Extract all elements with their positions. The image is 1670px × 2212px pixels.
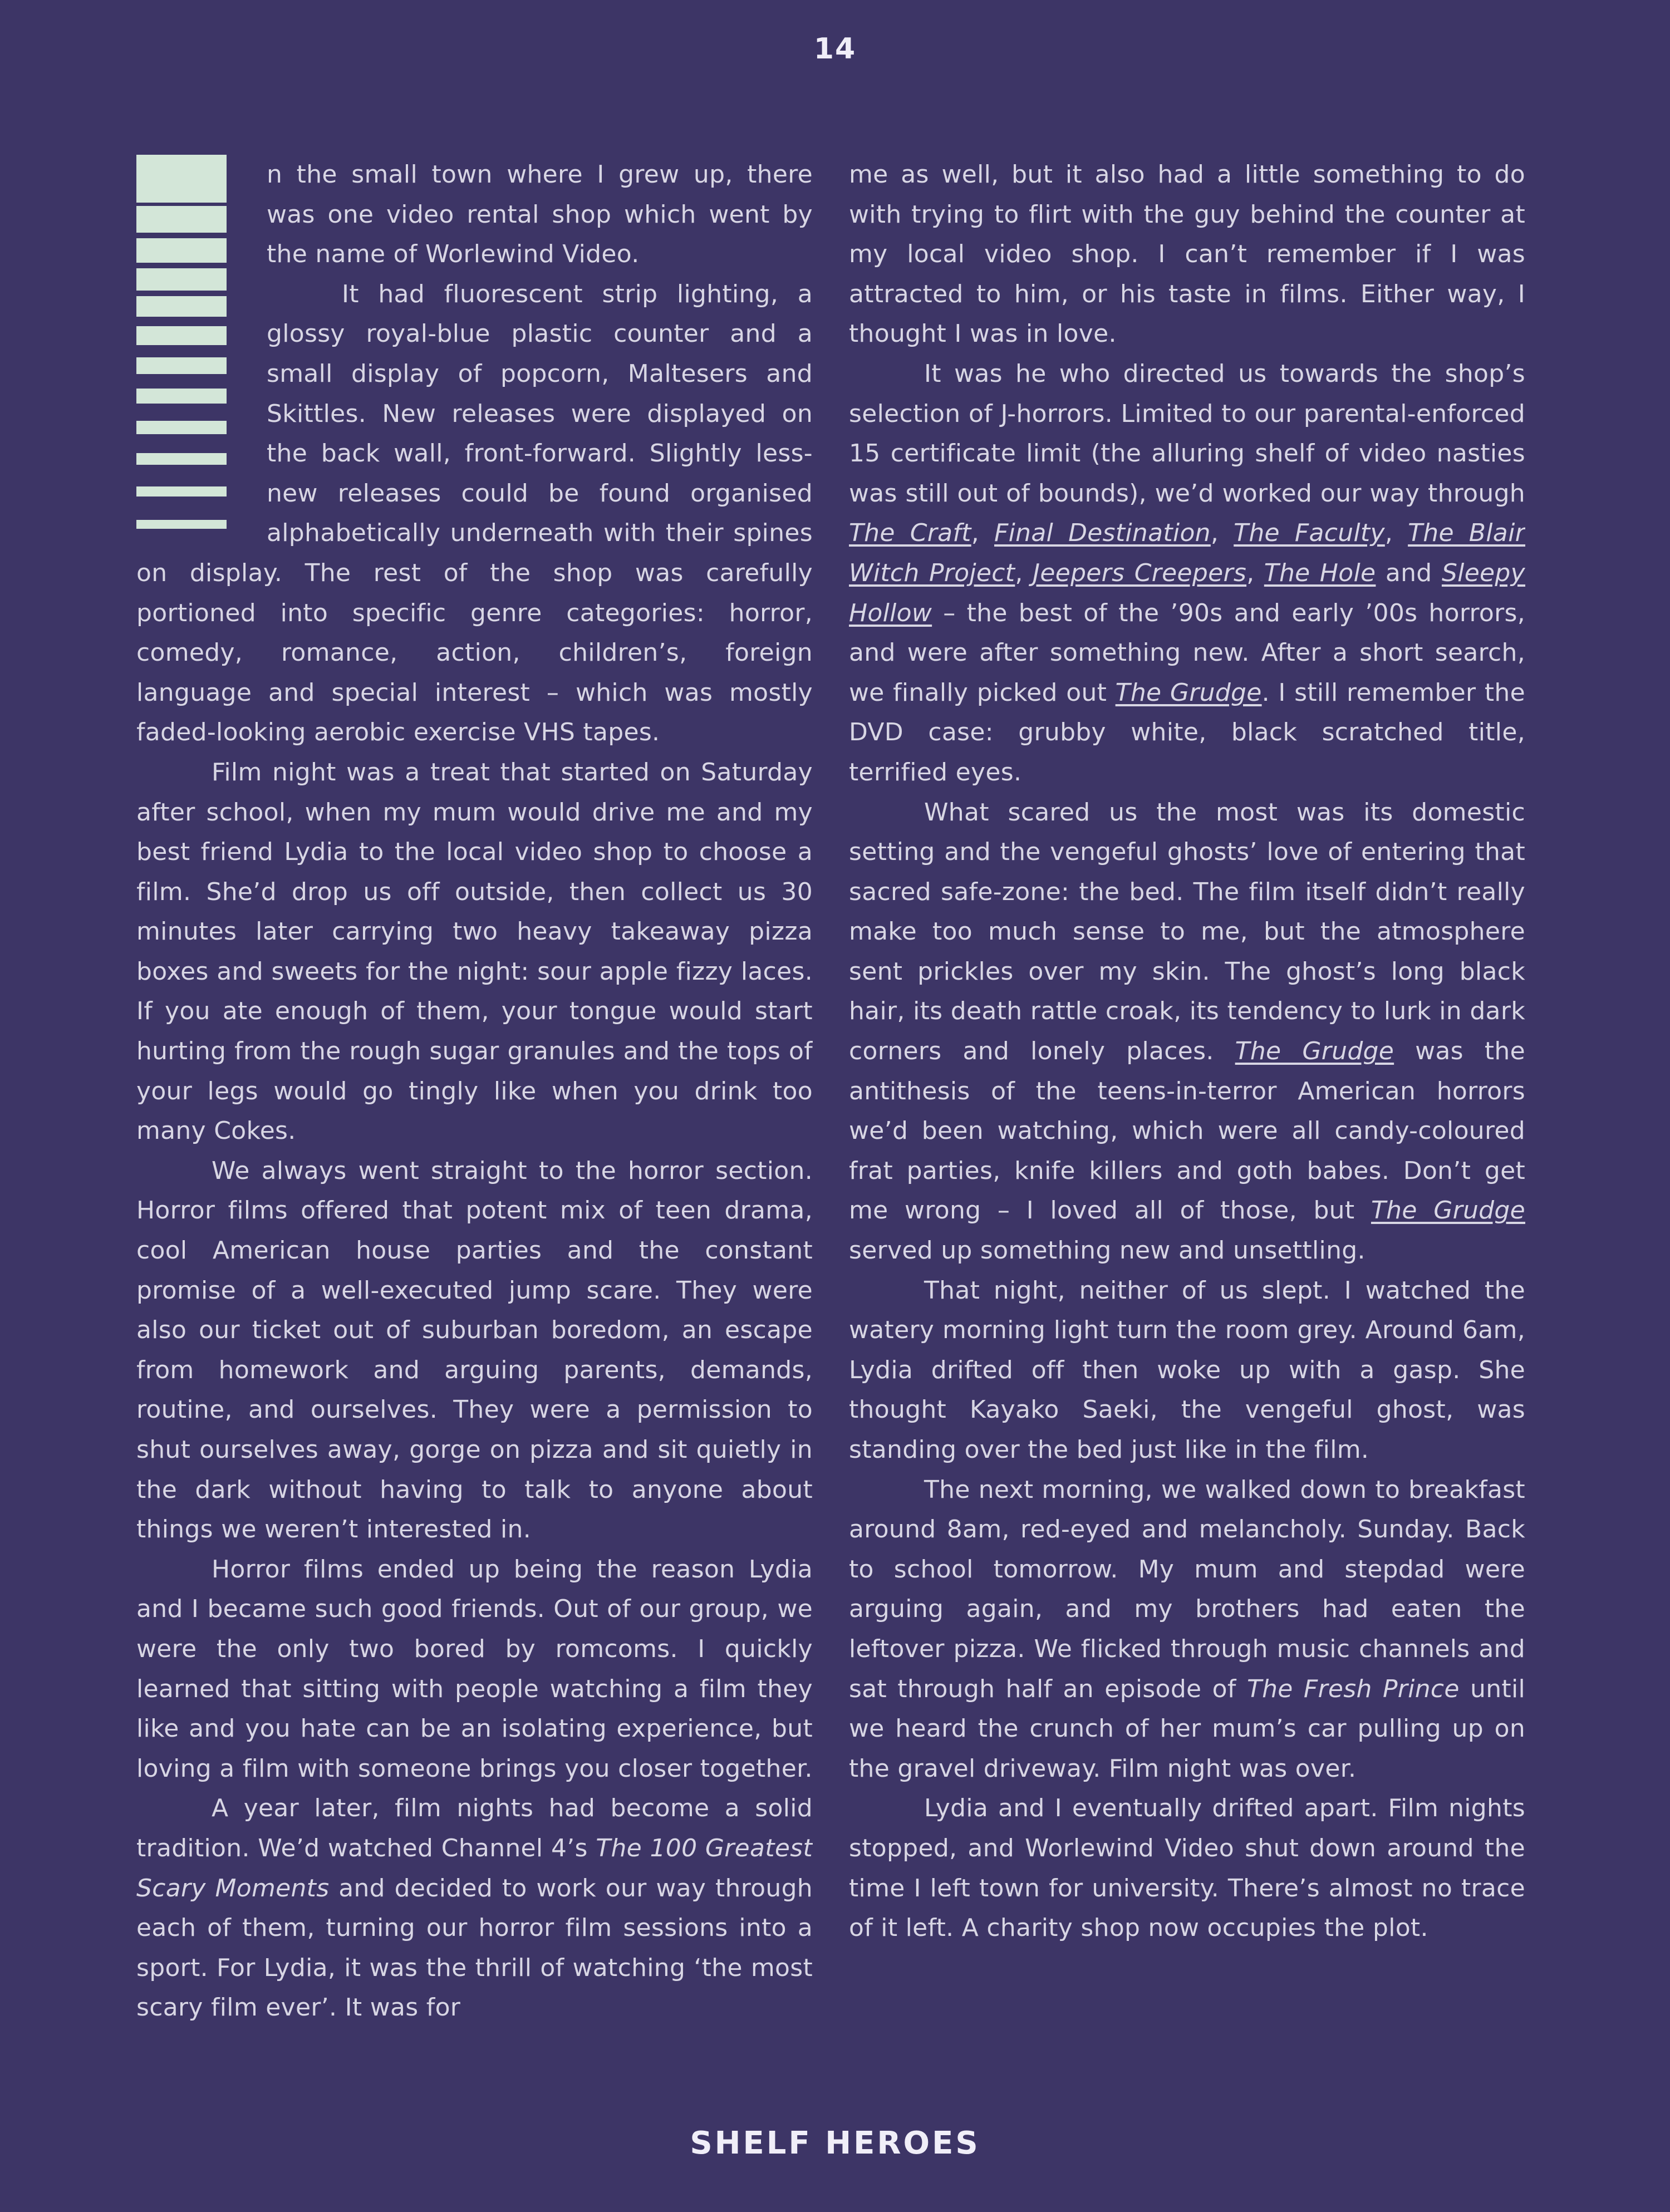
magazine-footer-title: SHELF HEROES [690,2125,980,2161]
paragraph: It had fluorescent strip lighting, a glossy royal-blue plastic counter and a small display of popcorn, Maltesers and Skittles. New releases were displayed on the back wall, front-forward. Slightly less-new releases could be found organised alphabetically underneath with their spines on display. The rest of the shop was carefully portioned into specific genre categories: horror, comedy, romance, action, children’s, foreign language and special interest – which was mostly faded-looking aerobic exercise VHS tapes. [136,279,813,747]
film-title: The Hole [1264,558,1376,587]
film-title: The Faculty [1234,519,1385,548]
film-title: The Grudge [1235,1037,1394,1066]
paragraph: The next morning, we walked down to breakfast around 8am, red-eyed and melancholy. Sunday. Back to school tomorrow. My mum and stepdad were arguing again, and my brothers had eaten the leftover pizza. We flicked through music channels and sat through half an episode of The Fresh Prince until we heard the crunch of her mum’s car pulling up on the gravel driveway. Film night was over. [849,1475,1525,1783]
paragraph: What scared us the most was its domestic setting and the vengeful ghosts’ love of entering that sacred safe-zone: the bed. The film itself didn’t really make too much sense to me, but the atmosphere sent prickles over my skin. The ghost’s long black hair, its death rattle croak, its tendency to lurk in dark corners and lonely places. The Grudge was the antithesis of the teens-in-terror American horrors we’d been watching, which were all candy-coloured frat parties, knife killers and goth babes. Don’t get me wrong – I loved all of those, but The Grudge served up something new and unsettling. [849,798,1525,1265]
film-title: The Grudge [1371,1196,1525,1225]
film-title: The Craft [849,519,971,548]
paragraph: That night, neither of us slept. I watched the watery morning light turn the room grey. Around 6am, Lydia drifted off then woke up with a gasp. She thought Kayako Saeki, the vengeful ghost, was standing over the bed just like in the film. [849,1276,1525,1464]
paragraph: Film night was a treat that started on Saturday after school, when my mum would drive me and my best friend Lydia to the local video shop to choose a film. She’d drop us off outside, then collect us 30 minutes later carrying two heavy takeaway pizza boxes and sweets for the night: sour apple fizzy laces. If you ate enough of them, your tongue would start hurting from the rough sugar granules and the tops of your legs would go tingly like when you drink too many Cokes. [136,758,813,1146]
paragraph: A year later, film nights had become a solid tradition. We’d watched Channel 4’s The 100 Greatest Scary Moments and decided to work our way through each of them, turning our horror film sessions into a sport. For Lydia, it was the thrill of watching ‘the most scary film ever’. It was for [136,1794,813,2022]
film-title: The Grudge [1115,678,1262,707]
drop-cap-letter [136,155,227,550]
paragraph: Lydia and I eventually drifted apart. Film nights stopped, and Worlewind Video shut down around the time I left town for university. There’s almost no trace of it left. A charity shop now occupies the plot. [849,1794,1525,1943]
show-title: The 100 Greatest Scary Moments [136,1833,813,1903]
article-column-right [849,155,1525,2086]
page-number: 14 [813,32,857,66]
paragraph: me as well, but it also had a little something to do with trying to flirt with the guy behind the counter at my local video shop. I can’t remember if I was attracted to him, or his taste in films. Either way, I thought I was in love. [849,160,1525,348]
show-title: The Fresh Prince [1246,1674,1460,1703]
film-title: Jeepers Creepers [1033,558,1247,587]
film-title: Sleepy Hollow [849,558,1525,627]
paragraph: n the small town where I grew up, there was one video rental shop which went by the name of Worlewind Video. [267,160,813,269]
film-title: Final Destination [994,519,1211,548]
film-title: The Blair Witch Project [849,519,1525,587]
paragraph: We always went straight to the horror section. Horror films offered that potent mix of teen drama, cool American house parties and the constant promise of a well-executed jump scare. They were also our ticket out of suburban boredom, an escape from homework and arguing parents, demands, routine, and ourselves. They were a permission to shut ourselves away, gorge on pizza and sit quietly in the dark without having to talk to anyone about things we weren’t interested in. [136,1156,813,1544]
article-column-left [136,155,813,2086]
paragraph: It was he who directed us towards the shop’s selection of J-horrors. Limited to our parental-enforced 15 certificate limit (the alluring shelf of video nasties was still out of bounds), we’d worked our way through The Craft, Final Destination, The Faculty, The Blair Witch Project, Jeepers Creepers, The Hole and Sleepy Hollow – the best of the ’90s and early ’00s horrors, and were after something new. After a short search, we finally picked out The Grudge. I still remember the DVD case: grubby white, black scratched title, terrified eyes. [849,359,1525,787]
paragraph: Horror films ended up being the reason Lydia and I became such good friends. Out of our group, we were the only two bored by romcoms. I quickly learned that sitting with people watching a film they like and you hate can be an isolating experience, but loving a film with someone brings you closer together. [136,1555,813,1783]
